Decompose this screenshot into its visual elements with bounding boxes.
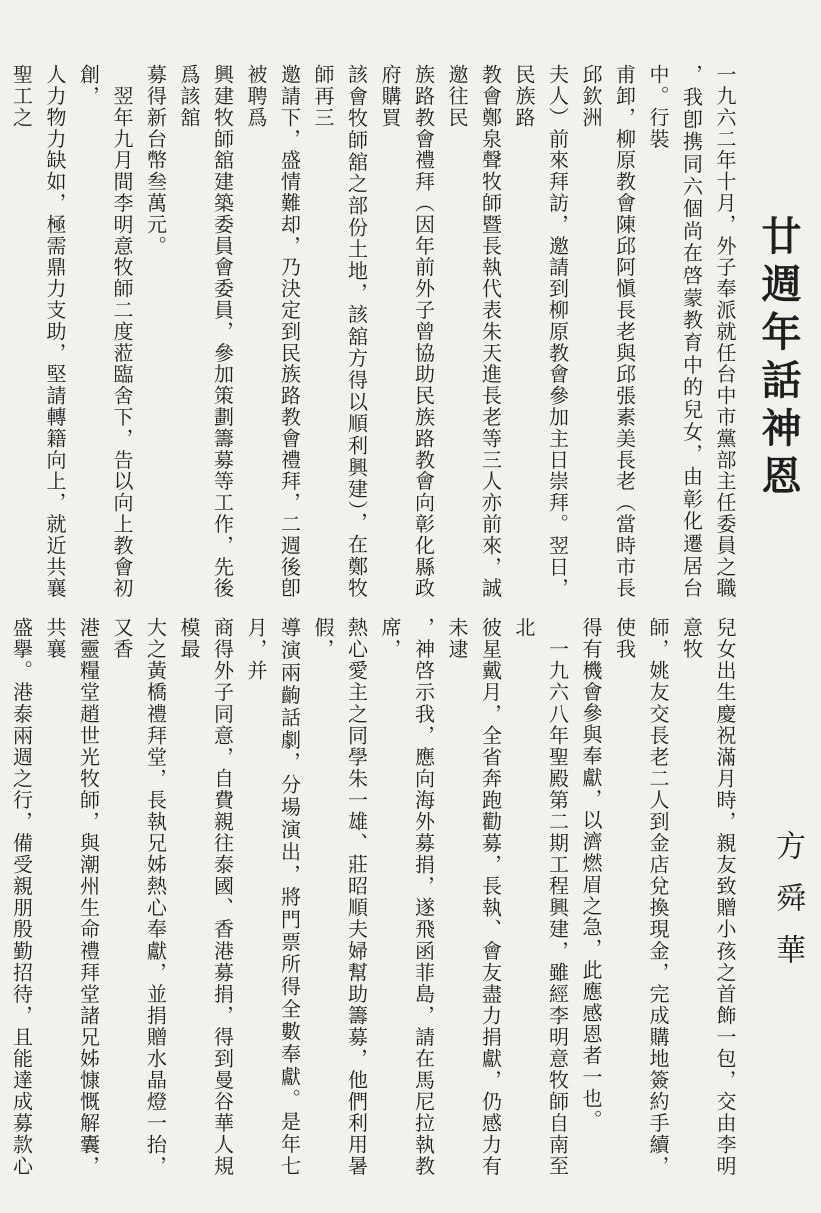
text-column: 教會鄭泉聲牧師暨長執代表朱天進長老等三人亦前來，誠邀往民 [445, 64, 503, 599]
author-name: 方舜華 [770, 830, 805, 986]
text-column: 熱心愛主之同學朱一雄、莊昭順夫婦幫助籌募，他們利用暑假， [311, 617, 369, 1177]
text-column [0, 64, 4, 599]
text-column: 甫卸，柳原教會陳邱阿愼長老與邱張素美長老（當時市長邱欽洲 [579, 64, 637, 599]
text-column: 夫人）前來拜訪，邀請到柳原教會參加主日崇拜。翌日，民族路 [512, 64, 570, 599]
text-column: 師，姚友交長老二人到金店兌換現金，完成購地簽約手續，使我 [612, 617, 670, 1177]
text-column: 族路教會禮拜（因年前外子曾協助民族路教會向彰化縣政府購買 [378, 64, 436, 599]
text-column: 彼星戴月，全省奔跑勸募，長執、會友盡力捐獻，仍感力有未逮 [445, 617, 503, 1177]
text-column: ，我卽携同六個尚在啓蒙教育中的兒女，由彰化遷居台中。行裝 [646, 64, 704, 599]
text-column: 翌年九月間李明意牧師二度蒞臨舍下，告以向上教會初創， [76, 64, 134, 599]
text-column: 大之黃橋禮拜堂，長執兄姊熱心奉獻，並捐贈水晶燈一抬，又香 [110, 617, 168, 1177]
text-column: 該會牧師舘之部份土地，該舘方得以順利興建），在鄭牧師再三 [311, 64, 369, 599]
text-column: 邀請下，盛情難却，乃決定到民族路教會禮拜，二週後卽被聘爲 [244, 64, 302, 599]
text-column: 興建牧師舘建築委員會委員，參加策劃籌募等工作，先後爲該舘 [177, 64, 235, 599]
text-column: 募得新台幣叁萬元。 [143, 64, 168, 257]
text-column: 人力物力缺如，極需鼎力支助，堅請轉籍向上，就近共襄聖工之 [9, 64, 67, 599]
text-column: 兒女出生慶祝滿月時，親友致贈小孩之首飾一包，交由李明意牧 [679, 617, 737, 1177]
text-column: 一九六二年十月，外子奉派就任台中市黨部主任委員之職 [713, 64, 737, 599]
text-column: 盛擧。港泰兩週之行，備受親朋殷勤招待，且能達成募款心 [9, 617, 34, 1177]
text-column: 港靈糧堂趙世光牧師，與潮州生命禮拜堂諸兄姊慷慨解囊，共襄 [43, 617, 101, 1177]
text-column: ，神啓示我，應向海外募捐，遂飛函菲島，請在馬尼拉執教席， [378, 617, 436, 1177]
text-column: 導演兩齣話劇，分場演出，將門票所得全數奉獻。是年七月，并 [244, 617, 302, 1177]
article-title: 廿週年話神恩 [755, 215, 802, 503]
text-column: 得有機會參與奉獻，以濟燃眉之急，此應感恩者一也。 [579, 617, 603, 1131]
section-divider [0, 607, 740, 608]
article-body-top [0, 64, 741, 599]
article-body-bottom [0, 617, 741, 1177]
text-column: 商得外子同意，自費親往泰國、香港募捐，得到曼谷華人規模最 [177, 617, 235, 1177]
text-column: 一九六八年聖殿第二期工程興建，雖經李明意牧師自南至北 [512, 617, 570, 1177]
